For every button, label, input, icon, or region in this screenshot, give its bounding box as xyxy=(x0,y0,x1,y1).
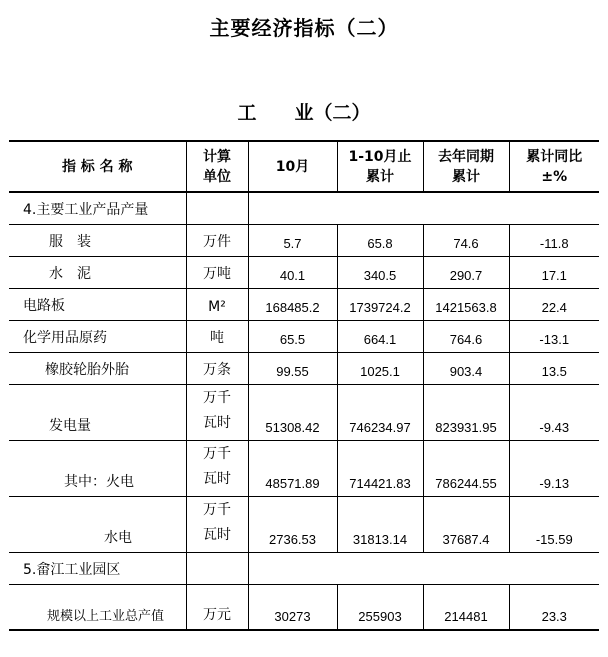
header-yoy-pct xyxy=(509,141,599,192)
header-line: ±% xyxy=(541,168,568,185)
table-row xyxy=(9,288,599,320)
row-unit-top: 万千 xyxy=(203,501,231,518)
row-october: 48571.89 xyxy=(248,440,337,496)
row-ytd: 1739724.2 xyxy=(337,288,423,320)
section-label: 5.畲江工业园区 xyxy=(9,552,186,584)
table-row xyxy=(9,584,599,630)
header-ytd xyxy=(337,141,423,192)
row-unit-top: 万千 xyxy=(203,445,231,462)
row-unit xyxy=(186,440,248,496)
row-yoy-pct: -13.1 xyxy=(509,320,599,352)
row-yoy-pct: 23.3 xyxy=(509,584,599,630)
table-row xyxy=(9,352,599,384)
header-line: 单位 xyxy=(203,168,231,185)
row-october: 168485.2 xyxy=(248,288,337,320)
row-yoy-pct: -9.13 xyxy=(509,440,599,496)
row-name: 服 装 xyxy=(9,224,186,256)
row-unit: 万元 xyxy=(186,584,248,630)
indicator-table xyxy=(9,140,599,631)
section-label: 4.主要工业产品产量 xyxy=(9,192,186,224)
row-name: 橡胶轮胎外胎 xyxy=(9,352,186,384)
row-yoy-pct: -15.59 xyxy=(509,496,599,552)
row-last-year: 214481 xyxy=(423,584,509,630)
section-row xyxy=(9,192,599,224)
row-unit: 万件 xyxy=(186,224,248,256)
header-line: 累计 xyxy=(452,168,480,185)
table-row xyxy=(9,256,599,288)
row-ytd: 31813.14 xyxy=(337,496,423,552)
header-unit xyxy=(186,141,248,192)
row-name: 规模以上工业总产值 xyxy=(9,584,186,630)
table-row xyxy=(9,320,599,352)
header-line: 去年同期 xyxy=(438,148,494,165)
row-ytd: 1025.1 xyxy=(337,352,423,384)
header-last-year xyxy=(423,141,509,192)
table-row xyxy=(9,440,599,496)
row-unit-bottom: 瓦时 xyxy=(203,526,231,543)
table-header-row xyxy=(9,141,599,192)
row-name: 水电 xyxy=(9,496,186,552)
row-last-year: 290.7 xyxy=(423,256,509,288)
row-october: 30273 xyxy=(248,584,337,630)
header-october: 10月 xyxy=(248,141,337,192)
section-subtitle: 工 业（二） xyxy=(237,102,371,124)
row-yoy-pct: 22.4 xyxy=(509,288,599,320)
row-ytd: 746234.97 xyxy=(337,384,423,440)
row-october: 40.1 xyxy=(248,256,337,288)
row-name: 化学用品原药 xyxy=(9,320,186,352)
row-ytd: 714421.83 xyxy=(337,440,423,496)
row-last-year: 74.6 xyxy=(423,224,509,256)
header-line: 计算 xyxy=(203,148,231,165)
header-line: 累计 xyxy=(366,168,394,185)
row-unit: 万吨 xyxy=(186,256,248,288)
section-row xyxy=(9,552,599,584)
table-row xyxy=(9,224,599,256)
row-name: 其中：火电 xyxy=(9,440,186,496)
row-name: 水 泥 xyxy=(9,256,186,288)
row-unit-bottom: 瓦时 xyxy=(203,470,231,487)
row-yoy-pct: 17.1 xyxy=(509,256,599,288)
row-yoy-pct: 13.5 xyxy=(509,352,599,384)
row-unit-bottom: 瓦时 xyxy=(203,414,231,431)
row-unit xyxy=(186,496,248,552)
row-last-year: 903.4 xyxy=(423,352,509,384)
row-last-year: 764.6 xyxy=(423,320,509,352)
row-last-year: 37687.4 xyxy=(423,496,509,552)
table-row xyxy=(9,496,599,552)
row-october: 99.55 xyxy=(248,352,337,384)
row-name: 发电量 xyxy=(9,384,186,440)
row-october: 5.7 xyxy=(248,224,337,256)
row-unit xyxy=(186,384,248,440)
row-ytd: 65.8 xyxy=(337,224,423,256)
header-indicator-name: 指 标 名 称 xyxy=(9,141,186,192)
header-line: 1-10月止 xyxy=(348,148,412,165)
row-yoy-pct: -11.8 xyxy=(509,224,599,256)
row-name: 电路板 xyxy=(9,288,186,320)
row-ytd: 664.1 xyxy=(337,320,423,352)
row-ytd: 255903 xyxy=(337,584,423,630)
header-line: 累计同比 xyxy=(526,148,583,165)
row-unit-top: 万千 xyxy=(203,389,231,406)
row-last-year: 823931.95 xyxy=(423,384,509,440)
row-last-year: 1421563.8 xyxy=(423,288,509,320)
row-last-year: 786244.55 xyxy=(423,440,509,496)
row-unit: 万条 xyxy=(186,352,248,384)
row-unit: 吨 xyxy=(186,320,248,352)
row-october: 65.5 xyxy=(248,320,337,352)
table-row xyxy=(9,384,599,440)
row-yoy-pct: -9.43 xyxy=(509,384,599,440)
row-october: 51308.42 xyxy=(248,384,337,440)
page-title: 主要经济指标（二） xyxy=(209,16,399,40)
row-ytd: 340.5 xyxy=(337,256,423,288)
row-unit: M² xyxy=(186,288,248,320)
row-october: 2736.53 xyxy=(248,496,337,552)
